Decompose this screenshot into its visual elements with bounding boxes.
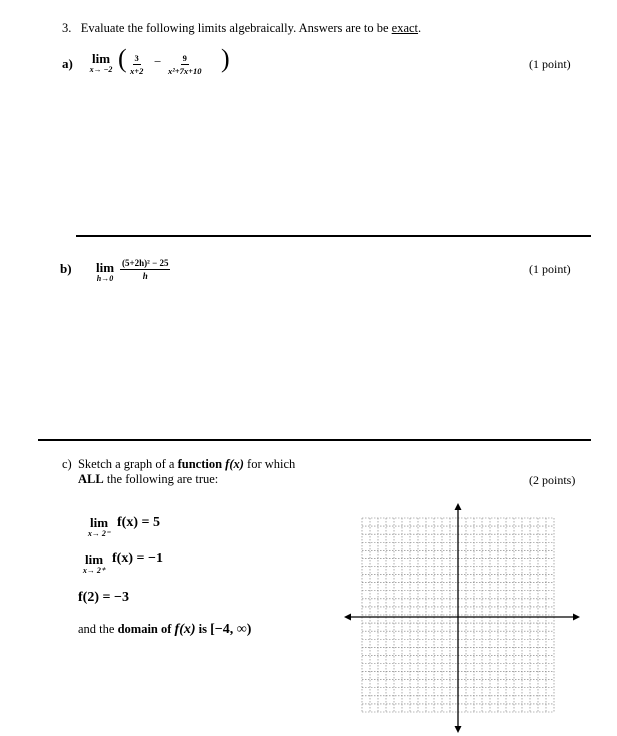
part-a-frac1-den: x+2 <box>130 66 144 76</box>
part-b-frac-num: (5+2h)² − 25 <box>122 258 169 268</box>
part-b-lim-sub: h→0 <box>96 274 114 283</box>
cond3-expr: f(2) = −3 <box>78 590 129 605</box>
x-axis-left-arrow <box>344 614 351 621</box>
y-axis-up-arrow <box>455 503 462 510</box>
question-title <box>62 21 421 36</box>
part-b-frac-den: h <box>142 271 148 281</box>
part-a-frac2-den: x²+7x+10 <box>168 66 202 76</box>
question-number: 3. <box>62 21 72 35</box>
cond4-domain-of: domain of <box>117 622 172 636</box>
part-a-lim-sub: x→ −2 <box>89 65 113 74</box>
part-a-frac2-num: 9 <box>182 53 187 63</box>
cond1-lim-sub: x→ 2⁻ <box>87 529 111 538</box>
part-a-lim-word: lim <box>91 51 111 66</box>
coordinate-grid <box>340 500 585 736</box>
part-a-frac1-num: 3 <box>134 53 139 63</box>
part-c-function-word: function <box>177 457 223 471</box>
question-period: . <box>418 21 422 35</box>
part-b-label: b) <box>60 261 72 276</box>
cond4-interval: [−4, ∞) <box>210 622 252 637</box>
part-c-fx: f(x) <box>225 457 244 471</box>
cond2-lim <box>78 553 110 575</box>
cond4-and-the: and the <box>78 622 118 636</box>
part-c-line2-rest: the following are true: <box>103 472 219 486</box>
cond1-lim-word: lim <box>89 515 109 530</box>
part-b-lim-word: lim <box>95 260 115 275</box>
cond4-fx: f(x) <box>174 622 196 637</box>
part-c-points: (2 points) <box>529 473 576 487</box>
part-c-line1-b: for which <box>243 457 296 471</box>
part-a-points: (1 point) <box>529 57 571 71</box>
part-c-line1 <box>62 457 295 472</box>
part-a-close-paren: ) <box>221 44 230 73</box>
question-text: Evaluate the following limits algebraically. Answers are to be <box>80 21 392 35</box>
part-a-lim <box>84 52 118 74</box>
cond2-expr: f(x) = −1 <box>112 551 163 566</box>
divider-b-c <box>38 439 591 441</box>
question-exact: exact <box>391 21 419 35</box>
part-b-lim <box>90 261 120 283</box>
part-c-line1-a: Sketch a graph of a <box>77 457 178 471</box>
y-axis-down-arrow <box>455 726 462 733</box>
part-c-line2 <box>78 472 218 487</box>
cond2-lim-sub: x→ 2⁺ <box>82 566 106 575</box>
part-c-all: ALL <box>78 472 104 486</box>
cond2-lim-word: lim <box>84 552 104 567</box>
part-a-frac1 <box>128 48 145 76</box>
part-a-frac2 <box>166 48 204 76</box>
divider-a-b <box>76 235 591 237</box>
cond4-is: is <box>198 622 207 636</box>
cond4 <box>78 622 251 638</box>
part-a-minus: − <box>154 54 162 69</box>
part-c-label: c) <box>62 457 72 471</box>
part-a-label: a) <box>62 56 73 71</box>
cond1-lim <box>84 516 114 538</box>
x-axis-right-arrow <box>573 614 580 621</box>
part-a-open-paren: ( <box>118 44 127 73</box>
part-b-frac <box>120 253 170 281</box>
cond1-expr: f(x) = 5 <box>117 515 160 530</box>
part-b-points: (1 point) <box>529 262 571 276</box>
